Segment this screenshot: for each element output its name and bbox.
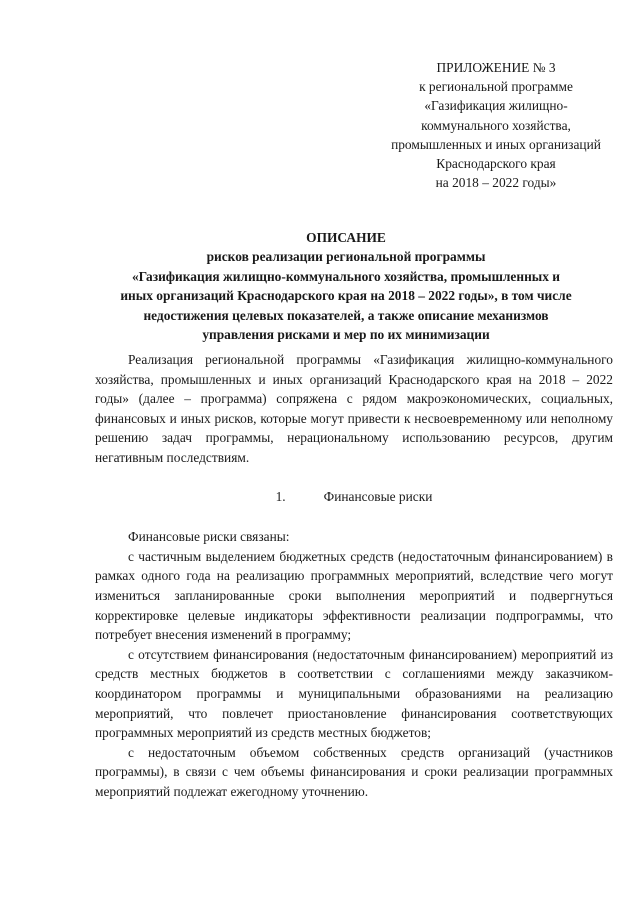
risk-item: с недостаточным объемом собственных средств организаций (участников программы), в связи с чем объемы финансирования и сроки реализации программных мероприятий подлежат ежегодному уточнению. xyxy=(95,744,613,799)
appendix-line: Краснодарского края xyxy=(436,156,556,172)
title-line: рисков реализации региональной программы xyxy=(206,249,486,265)
title-heading: ОПИСАНИЕ xyxy=(306,230,386,245)
title-line: недостижения целевых показателей, а также описание механизмов xyxy=(143,307,549,323)
appendix-header xyxy=(378,58,614,192)
title-line: «Газификация жилищно-коммунального хозяйства, промышленных и xyxy=(131,268,561,284)
section-number: 1. xyxy=(275,488,286,504)
risk-item: с отсутствием финансирования (недостаточным финансированием) мероприятий из средств местных бюджетов в соответствии с соглашениями между заказчиком-координатором программы и муниципальными образованиями на реализацию мероприятий, что повлечет приостановление финансирования соответствующих программных мероприятий из средств местных бюджетов; xyxy=(95,646,613,741)
title-line: управления рисками и мер по их минимизации xyxy=(202,327,490,343)
title-line: иных организаций Краснодарского края на 2018 – 2022 годы», в том числе xyxy=(120,288,572,304)
intro-paragraph: Реализация региональной программы «Газификация жилищно-коммунального хозяйства, промышленных и иных организаций Краснодарского края на 2018 – 2022 годы» (далее – программа) сопряжена с рядом макроэкономических, социальных, финансовых и иных рисков, которые могут привести к несвоевременному или неполному решению задач программы, нерациональному использованию ресурсов, другим негативным последствиям. xyxy=(95,352,613,465)
document-body xyxy=(95,350,613,801)
section-title: Финансовые риски xyxy=(323,488,433,504)
appendix-line: к региональной программе xyxy=(419,79,573,95)
risk-item: с частичным выделением бюджетных средств (недостаточным финансированием) в рамках одного года на реализацию программных мероприятий, вследствие чего могут измениться запланированные сроки выполнения мероприятий и подвергнуться корректировке целевые индикаторы эффективности реализации подпрограммы, что потребует внесения изменений в программу; xyxy=(95,548,613,643)
appendix-line: «Газификация жилищно- xyxy=(424,98,568,114)
appendix-line: на 2018 – 2022 годы» xyxy=(435,175,557,191)
document-title xyxy=(86,228,606,344)
appendix-line: промышленных и иных организаций xyxy=(391,136,601,152)
section-heading xyxy=(95,487,613,507)
appendix-line: коммунального хозяйства, xyxy=(421,117,571,133)
section-lead: Финансовые риски связаны: xyxy=(128,529,290,545)
appendix-line: ПРИЛОЖЕНИЕ № 3 xyxy=(436,60,556,75)
